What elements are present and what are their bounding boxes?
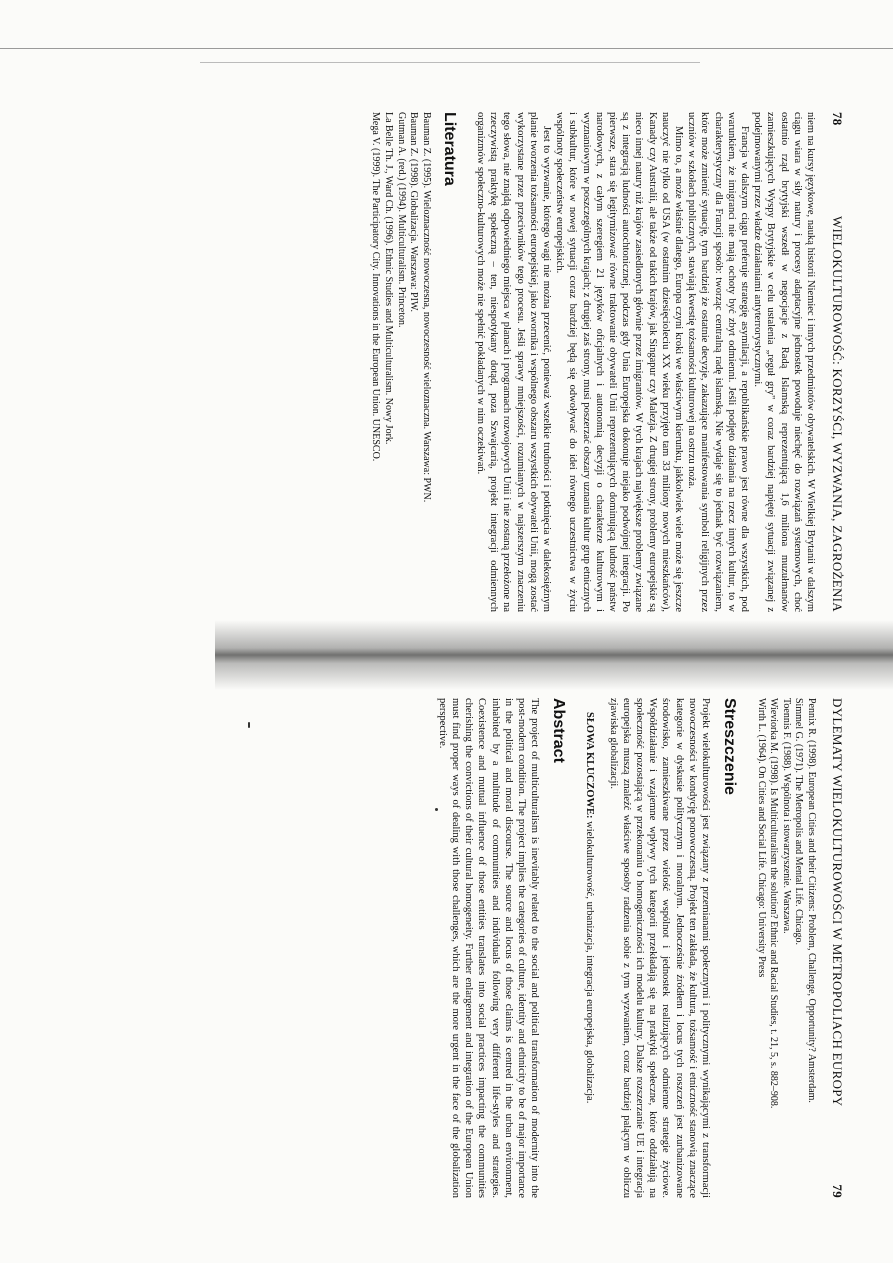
page-gutter-shadow	[215, 620, 893, 690]
body-paragraph: Mimo to, a może właśnie dlatego, Europa czyni kroki we właściwym kierunku, jakkolwiek wiele może się jeszcze nauczyć nie tylko od USA (w ostatnim dziesięcioleciu XX wieku przyjęto tam 33 miliony nowych mieszkańców), Kanady czy Australii, ale także od takich krajów, jak Singapur czy Malezja. Z drugiej strony, problemy europejskie są nieco innej natury niż krajów zasiedlonych głównie przez imigrantów. W tych krajach największe problemy związane są z integracją ludności autochtonicznej, podczas gdy Unia Europejska dokonuje niejako podwójnej integracji. Po pierwsze, stara się legitymizować równe traktowanie obywateli Unii reprezentujących dominującą ludność państw narodowych, z całym szeregiem 21 języków oficjalnych i autonomią decyzji o charakterze kulturowym i wyznaniowym w poszczególnych krajach; z drugiej zaś strony, musi poszerzać obszary uznania kultur grup etnicznych i subkultur, które w nowej sytuacji coraz bardziej będą się odwoływać do idei równego uczestnictwa w życiu wspólnoty społeczeństw europejskich.	[554, 112, 684, 612]
streszczenie-text: Projekt wielokulturowości jest związany z przemianami społecznymi i politycznymi wynikającymi z transformacji nowoczesności w kondycję ponowoczesną. Projekt ten zakłada, że kultura, tożsamość i etniczność stanowią znaczące kategorie w dyskusie politycznym i moralnym. Jednocześnie źródłem i locus tych roszczeń jest zurbanizowane środowisko, zamieszkiwane przez wielość wspólnot i jednostek realizujących odmienne strategie życiowe. Współdziałanie i wzajemne wpływy tych kategorii przekładają się na praktyki społeczne, które oddziałują na społeczność pozostającą w przekonaniu o homogeniczności ich modelu kultury. Dalsze rozszerzanie UE i integracja europejska muszą znaleźć właściwe sposoby radzenia sobie z tym wyzwaniem, coraz bardziej palącym w obliczu zjawiska globalizacji.	[607, 698, 712, 1198]
reference-item: Wieviorka M. (1998). Is Multiculturalism the solution? Ethnic and Racial Studies, t. 21, 5, s. 882–908.	[768, 698, 780, 1109]
reference-list	[369, 112, 432, 612]
running-head	[829, 698, 845, 1198]
running-head-title: WIELOKULTUROWOŚĆ: KORZYŚCI, WYZWANIA, ZAGROŻENIA	[830, 215, 845, 612]
reference-item: Mega V. (1999). The Participatory City. Innovations in the European Union. UNESCO.	[370, 112, 382, 462]
scan-edge-line	[0, 48, 893, 49]
page-number: 78	[830, 112, 845, 126]
reference-item: Simmel G. (1971). The Metropolis and Mental Life. Chicago.	[793, 698, 805, 945]
reference-item: Gutman A. (red.) (1994). Multiculturalism. Princeton.	[395, 112, 407, 328]
reference-item: Bauman Z. (1995). Wieloznaczność nowoczesna, nowoczesność wieloznaczna. Warszawa: PWN.	[420, 112, 432, 503]
reference-item: Wirth L. (1964). On Cities and Social Life. Chicago: University Press	[755, 698, 767, 978]
page-78	[105, 112, 845, 612]
keywords-label: SŁOWA KLUCZOWE:	[584, 712, 596, 819]
page-number: 79	[830, 1184, 845, 1198]
reference-item: La Belle Th. J., Ward Ch. (1996). Ethnic Studies and Multiculturalism. Nowy Jork.	[382, 112, 394, 445]
scan-edge-line-2	[200, 62, 700, 63]
reference-item: Pennix R. (1998). European Cities and their Citizens: Problem, Challenge, Opportunity? Amsterdam.	[806, 698, 817, 1103]
abstract-heading: Abstract	[550, 698, 568, 763]
body-paragraph: Francja w dalszym ciągu preferuje strategię asymilacji, a republikańskie prawo jest równe dla wszystkich, pod warunkiem, że imigranci nie mają ochoty być zbyt odmienni. Jeśli podjęto działania na rzecz innych kultur, to w charakterystyczny dla Francji sposób: tworząc centralną radę islamską. Nie wydaje się to jednak być rozwiązaniem, które może zmienić sytuację, tym bardziej że ostatnie decyzje, zakazujące manifestowania symboli religijnych przez uczniów w szkołach publicznych, stawiają kwestię tożsamości kulturowej na ostrzu noża.	[686, 112, 750, 612]
reference-item: Toennis F. (1988). Wspólnota i stowarzyszenie. Warszawa.	[780, 698, 792, 934]
reference-list	[754, 698, 817, 1198]
running-head-title: DYLEMATY WIELOKULTUROWOŚCI W METROPOLIACH EUROPY	[830, 698, 845, 1107]
keywords	[583, 698, 596, 1198]
reference-item: Bauman Z. (1998). Globalizacja. Warszawa: PIW.	[408, 112, 420, 312]
literature-heading: Literatura	[440, 112, 458, 186]
body-paragraph: niem na kursy językowe, nauką historii Niemiec i innych przedmiotów obywatelskich. W Wielkiej Brytanii w dalszym ciągu wiara w siły natury i procesy adaptacyjne jednostek powoduje niechęć do rozwiązań systemowych, choć ostatnio rząd brytyjski wszedł w negocjacje z Radą Islamską reprezentującą 1,6 miliona muzułmanów zamieszkujących Wyspy Brytyjskie w celu ustalenia „reguł gry" w coraz bardziej napiętej sytuacji związanej z podejmowanymi przez władze działaniami antyterrorystycznymi.	[752, 112, 816, 612]
streszczenie-heading: Streszczenie	[721, 698, 739, 795]
abstract-text: The project of multiculturalism is inevitably related to the social and political transformation of modernity into the post-modern condition. The project implies the categories of culture, identity and ethnicity to be of major importance in the political and moral discourse. The source and locus of those claims is centred in the urban environment, inhabited by a multitude of communities and individuals following very different life-styles and strategies. Coexistence and mutual influence of those entities translates into social practices impacting the communities cherishing the convictions of their cultural homogeneity. Further enlargement and integration of the European Union must find proper ways of dealing with those challenges, which are the more urgent in the face of the globalization perspective.	[436, 698, 541, 1198]
running-head	[829, 112, 845, 612]
body-paragraph: Jest to wyzwanie, którego wagi nie można przecenić, ponieważ wszelkie trudności i potknięcia w dalekosiężnym planie tworzenia tożsamości europejskiej, jako zworníka i wspólnego obszaru wszystkich obywateli Unii, mogą zostać wykorzystane przez przeciwników tego procesu. Jeśli sprawy mniejszości, rozumianych w najszerszym znaczeniu tego słowa, nie znajdą odpowiedniego miejsca w planach i programach rozwojowych Unii i nie zostaną przełożone na rzeczywistą praktykę społeczną – ten, niespotykany dotąd, poza Szwajcarią, projekt integracji odmiennych organizmów społeczno-kulturowych może nie spełnić pokładanych w nim oczekiwań.	[474, 112, 552, 612]
keywords-text: wielokulturowość, urbanizacja, integracja europejska, globalizacja.	[584, 821, 596, 1104]
page-79	[105, 698, 845, 1198]
